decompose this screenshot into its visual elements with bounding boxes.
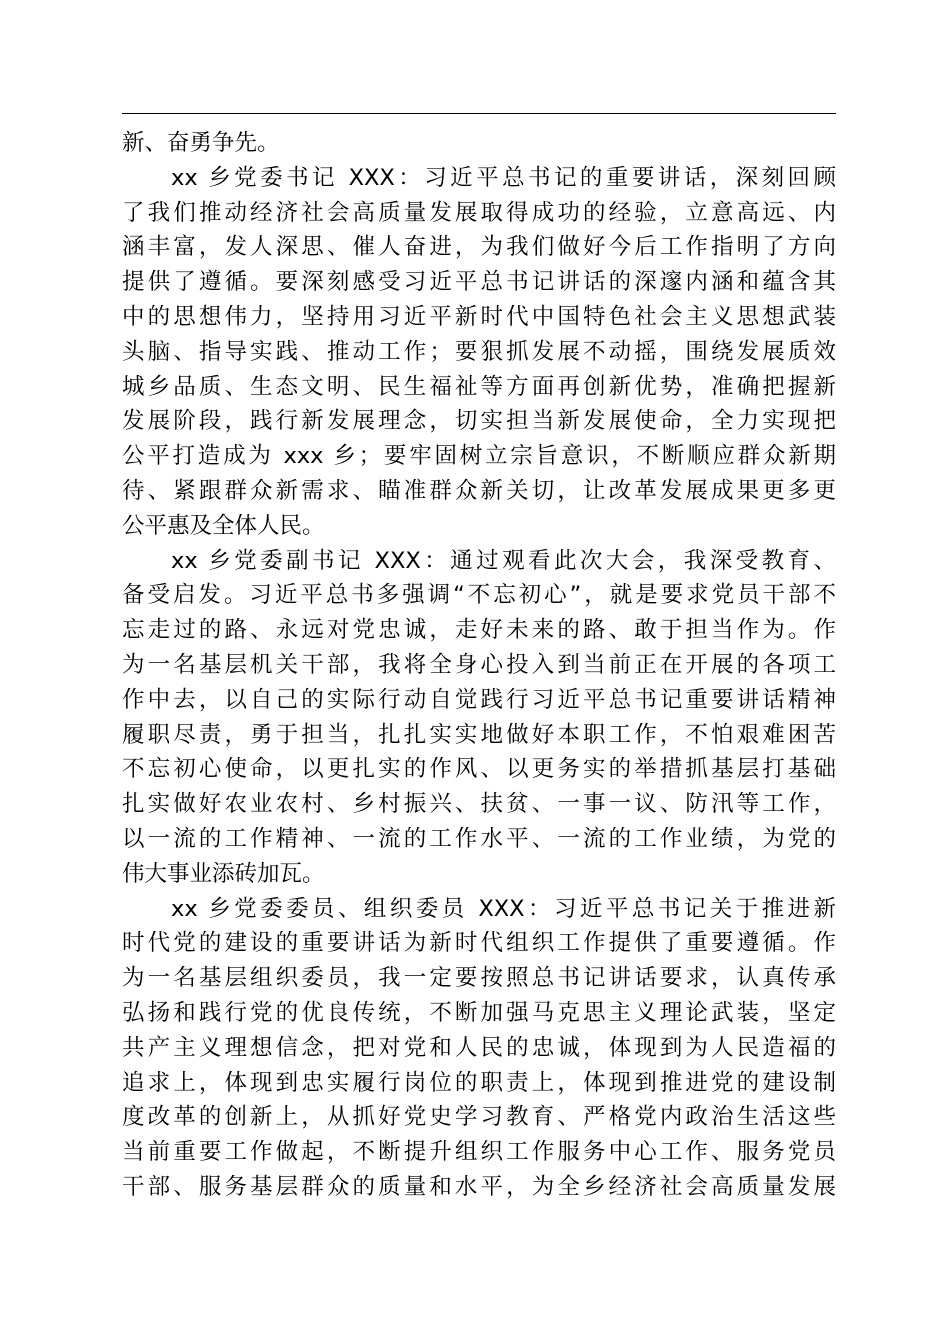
text-line: 干部、服务基层群众的质量和水平，为全乡经济社会高质量发展 [122, 1173, 836, 1200]
text-line: 作中去，以自己的实际行动自觉践行习近平总书记重要讲话精神 [122, 686, 836, 713]
text-line: 待、紧跟群众新需求、瞄准群众新关切，让改革发展成果更多更 [122, 477, 836, 504]
text-line: 共产主义理想信念，把对党和人民的忠诚，体现到为人民造福的 [122, 1034, 836, 1061]
text-line: 当前重要工作做起，不断提升组织工作服务中心工作、服务党员 [122, 1139, 836, 1166]
text-line: 伟大事业添砖加瓦。 [122, 860, 325, 887]
text-line: 城乡品质、生态文明、民生福祉等方面再创新优势，准确把握新 [122, 373, 836, 400]
text-line: 追求上，体现到忠实履行岗位的职责上，体现到推进党的建设制 [122, 1069, 836, 1096]
document-body [122, 126, 836, 1205]
text-line: 了我们推动经济社会高质量发展取得成功的经验，立意高远、内 [122, 199, 836, 226]
text-line: 忘走过的路、永远对党忠诚，走好未来的路、敢于担当作为。作 [122, 617, 836, 644]
paragraph-secretary-start: xx 乡党委书记 XXX：习近平总书记的重要讲话，深刻回顾 [171, 164, 836, 191]
text-line: 新、奋勇争先。 [122, 130, 280, 156]
paragraph-deputy-secretary-start: xx 乡党委副书记 XXX：通过观看此次大会，我深受教育、 [171, 547, 836, 574]
paragraph-organization-member-start: xx 乡党委委员、组织委员 XXX：习近平总书记关于推进新 [171, 895, 836, 922]
text-line: 为一名基层组织委员，我一定要按照总书记讲话要求，认真传承 [122, 965, 836, 992]
text-line: 履职尽责，勇于担当，扎扎实实地做好本职工作，不怕艰难困苦 [122, 721, 836, 748]
text-line: 备受启发。习近平总书多强调“不忘初心”，就是要求党员干部不 [122, 582, 836, 609]
text-line: 中的思想伟力，坚持用习近平新时代中国特色社会主义思想武装 [122, 303, 836, 330]
text-line: 不忘初心使命，以更扎实的作风、以更务实的举措抓基层打基础 [122, 756, 836, 783]
text-line: 公平打造成为 xxx 乡；要牢固树立宗旨意识，不断顺应群众新期 [122, 443, 836, 470]
text-line: 弘扬和践行党的优良传统，不断加强马克思主义理论武装，坚定 [122, 999, 836, 1026]
text-line: 以一流的工作精神、一流的工作水平、一流的工作业绩，为党的 [122, 825, 836, 852]
text-line: 公平惠及全体人民。 [122, 512, 325, 539]
text-line: 头脑、指导实践、推动工作；要狠抓发展不动摇，围绕发展质效 [122, 338, 836, 365]
text-line: 涵丰富，发人深思、催人奋进，为我们做好今后工作指明了方向 [122, 234, 836, 261]
text-line: 提供了遵循。要深刻感受习近平总书记讲话的深邃内涵和蕴含其 [122, 269, 836, 296]
text-line: 时代党的建设的重要讲话为新时代组织工作提供了重要遵循。作 [122, 930, 836, 957]
text-line: 度改革的创新上，从抓好党史学习教育、严格党内政治生活这些 [122, 1104, 836, 1131]
text-line: 发展阶段，践行新发展理念，切实担当新发展使命，全力实现把 [122, 408, 836, 435]
header-rule [122, 113, 836, 114]
text-line: 扎实做好农业农村、乡村振兴、扶贫、一事一议、防汛等工作， [122, 791, 836, 818]
text-line: 为一名基层机关干部，我将全身心投入到当前正在开展的各项工 [122, 651, 836, 678]
